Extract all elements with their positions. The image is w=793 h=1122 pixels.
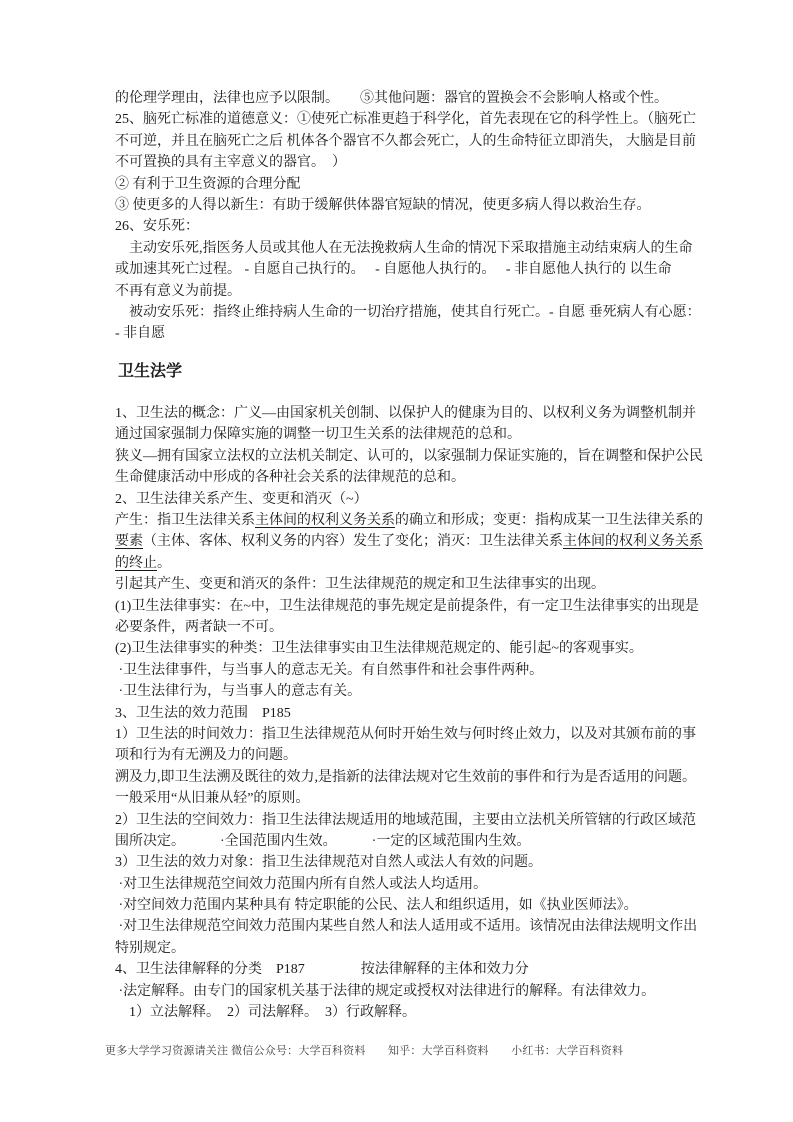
text-line: [115, 109, 715, 130]
text-run: 被动安乐死：指终止维持病人生命的一切治疗措施，使其自行死亡。- 自愿 垂死病人有心愿：: [115, 304, 701, 320]
text-line: [115, 981, 715, 1002]
text-line: [115, 195, 715, 216]
text-line: [115, 216, 715, 237]
text-run: 狭义—拥有国家立法权的立法机关制定、认可的，以家强制力保证实施的，旨在调整和保护公民: [115, 448, 703, 464]
text-run: 不再有意义为前提。: [115, 283, 241, 299]
text-line: [115, 574, 715, 595]
text-run: 不可置换的具有主宰意义的器官。 ）: [115, 155, 346, 171]
text-line: [115, 88, 715, 109]
underlined-text: 主体间的权利义务关系: [255, 513, 395, 529]
text-line: [115, 323, 715, 344]
text-line: [115, 174, 715, 195]
text-line: [115, 596, 715, 617]
text-run: 4、卫生法律解释的分类 P187 按法律解释的主体和效力分: [115, 962, 529, 978]
text-run: ③ 使更多的人得以新生：有助于缓解供体器官短缺的情况，使更多病人得以救治生存。: [115, 197, 651, 213]
text-run: 项和行为有无溯及力的问题。: [115, 748, 297, 764]
text-line: [115, 131, 715, 152]
text-line: [115, 617, 715, 638]
text-run: 3、卫生法的效力范围 P185: [115, 705, 291, 721]
text-line: [115, 302, 715, 323]
text-line: [115, 788, 715, 809]
text-run: 生命健康活动中形成的各种社会关系的法律规范的总和。: [115, 470, 465, 486]
text-run: ·对卫生法律规范空间效力范围内某些自然人和法人适用或不适用。该情况由法律法规明文作出: [115, 919, 698, 935]
text-run: ·卫生法律事件，与当事人的意志无关。有自然事件和社会事件两种。: [115, 662, 544, 678]
section-heading: 卫生法学: [118, 362, 183, 380]
text-line: [115, 724, 715, 745]
text-run: 1、卫生法的概念：广义—由国家机关创制、以保护人的健康为目的、以权利义务为调整机制并: [115, 406, 696, 422]
main-text: [115, 403, 715, 1023]
text-line: [115, 745, 715, 766]
text-run: 1）卫生法的时间效力：指卫生法律规范从何时开始生效与何时终止效力，以及对其颁布前的事: [115, 726, 696, 742]
text-line: [115, 403, 715, 424]
text-line: [115, 446, 715, 467]
text-run: 特别规定。: [115, 940, 185, 956]
document-content: [115, 88, 715, 1023]
text-line: [115, 553, 715, 574]
text-run: 引起其产生、变更和消灭的条件：卫生法律规范的规定和卫生法律事实的出现。: [115, 577, 605, 593]
text-line: [115, 916, 715, 937]
text-line: [115, 152, 715, 173]
text-run: 或加速其死亡过程。 - 自愿自己执行的。 - 自愿他人执行的。 - 非自愿他人执行的 以生命: [115, 262, 672, 278]
text-line: [115, 703, 715, 724]
text-run: 2）卫生法的空间效力：指卫生法律法规适用的地域范围，主要由立法机关所管辖的行政区域范: [115, 812, 696, 828]
text-line: [115, 510, 715, 531]
text-run: 2、卫生法律关系产生、变更和消灭（~）: [115, 491, 368, 507]
text-run: 主动安乐死,指医务人员或其他人在无法挽救病人生命的情况下采取措施主动结束病人的生命: [115, 240, 693, 256]
text-run: 通过国家强制力保障实施的调整一切卫生关系的法律规范的总和。: [115, 427, 521, 443]
text-run: （主体、客体、权利义务的内容）发生了变化；消灭：卫生法律关系: [143, 534, 563, 550]
intro-text: [115, 88, 715, 345]
text-run: ·卫生法律行为，与当事人的意志有关。: [115, 684, 362, 700]
text-line: [115, 895, 715, 916]
text-line: [115, 1002, 715, 1023]
text-line: [115, 959, 715, 980]
text-line: [115, 531, 715, 552]
text-line: [115, 281, 715, 302]
text-run: 的伦理学理由，法律也应予以限制。 ⑤其他问题：器官的置换会不会影响人格或个性。: [115, 91, 668, 106]
text-run: - 非自愿: [115, 326, 166, 342]
text-line: [115, 874, 715, 895]
text-line: [115, 424, 715, 445]
text-line: [115, 259, 715, 280]
text-run: 一般采用“从旧兼从轻”的原则。: [115, 791, 310, 807]
text-line: [115, 831, 715, 852]
text-line: [115, 810, 715, 831]
text-line: [115, 638, 715, 659]
text-run: 。: [157, 555, 171, 571]
text-run: 的确立和形成；变更：指构成某一卫生法律关系的: [395, 513, 703, 529]
text-line: [115, 681, 715, 702]
underlined-text: 要素: [115, 534, 143, 550]
text-run: 1）立法解释。 2）司法解释。 3）行政解释。: [115, 1005, 416, 1021]
text-run: ② 有利于卫生资源的合理分配: [115, 176, 301, 192]
text-run: 围所决定。 ·全国范围内生效。 ·一定的区域范围内生效。: [115, 833, 531, 849]
text-run: 溯及力,即卫生法溯及既往的效力,是指新的法律法规对它生效前的事件和行为是否适用的问题。: [115, 769, 696, 785]
text-line: [115, 238, 715, 259]
text-line: [115, 767, 715, 788]
text-run: 26、安乐死：: [115, 219, 199, 235]
text-line: [115, 938, 715, 959]
text-line: [115, 467, 715, 488]
text-run: 25、脑死亡标准的道德意义：①使死亡标准更趋于科学化，首先表现在它的科学性上。（脑死亡: [115, 112, 696, 128]
text-run: (2)卫生法律事实的种类：卫生法律事实由卫生法律规范规定的、能引起~的客观事实。: [115, 641, 643, 657]
text-run: 产生：指卫生法律关系: [115, 513, 255, 529]
text-run: ·对卫生法律规范空间效力范围内所有自然人或法人均适用。: [115, 876, 488, 892]
text-run: ·对空间效力范围内某种具有 特定职能的公民、法人和组织适用，如《执业医师法》。: [115, 898, 638, 914]
text-line: [115, 852, 715, 873]
text-run: 不可逆，并且在脑死亡之后 机体各个器官不久都会死亡，人的生命特征立即消失， 大脑是目前: [115, 133, 696, 149]
underlined-text: 主体间的权利义务关系: [563, 534, 703, 550]
text-run: ·法定解释。由专门的国家机关基于法律的规定或授权对法律进行的解释。有法律效力。: [115, 983, 656, 999]
text-run: 3）卫生法的效力对象：指卫生法律规范对自然人或法人有效的问题。: [115, 855, 542, 871]
text-run: 必要条件，两者缺一不可。: [115, 620, 283, 635]
text-line: [115, 660, 715, 681]
underlined-text: 的终止: [115, 555, 157, 571]
footer-note: 更多大学学习资源请关注 微信公众号：大学百科资料 知乎：大学百科资料 小红书：大学百科资料: [105, 1045, 624, 1057]
text-run: (1)卫生法律事实：在~中，卫生法律规范的事先规定是前提条件，有一定卫生法律事实的出现是: [115, 598, 699, 614]
text-line: [115, 489, 715, 510]
